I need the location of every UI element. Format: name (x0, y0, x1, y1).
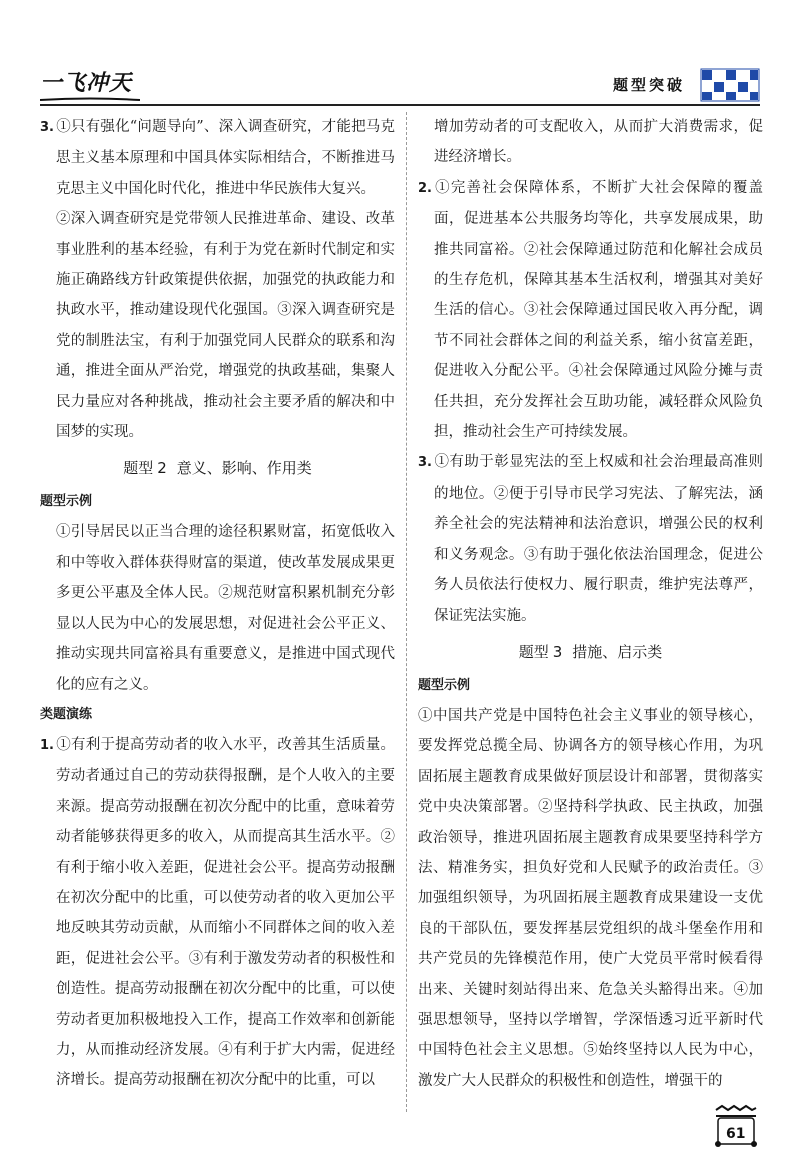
example-label: 题型示例 (418, 677, 471, 693)
practice-label: 类题演练 (40, 706, 93, 722)
answer-text: ①有助于彰显宪法的至上权威和社会治理最高准则的地位。②便于引导市民学习宪法、了解宪法，涵养全社会的宪法精神和法治意识，增强公民的权利和义务观念。③有助于强化依法治国理念，促进公务人员依法行使权力、履行职责，维护宪法尊严，保证宪法实施。 (433, 454, 763, 624)
brand-swoosh-icon (40, 97, 140, 103)
answer-3 (40, 112, 395, 204)
practice-answer-2 (418, 173, 763, 448)
type-title: 意义、影响、作用类 (176, 459, 312, 478)
checker-pattern-icon (700, 68, 760, 102)
practice-answer-1 (40, 730, 395, 1096)
answer-number: 2. (418, 180, 432, 196)
example-text: ①中国共产党是中国特色社会主义事业的领导核心，要发挥党总揽全局、协调各方的领导核心作用，为巩固拓展主题教育成果做好顶层设计和部署，贯彻落实党中央决策部署。②坚持科学执政、民主执政，加强政治领导，推进巩固拓展主题教育成果要坚持科学方法、精准务实，担负好党和人民赋予的政治责任。③加强组织领导，为巩固拓展主题教育成果建设一支优良的干部队伍，要发挥基层党组织的战斗堡垒作用和共产党员的先锋模范作用，使广大党员平常时候看得出来、关键时刻站得出来、危急关头豁得出来。④加强思想领导，坚持以学增智，学深悟透习近平新时代中国特色社会主义思想。⑤始终坚持以人民为中心，激发广大人民群众的积极性和创造性，增强干的 (418, 707, 763, 1089)
type-2-heading (40, 453, 395, 483)
header-rule (40, 104, 760, 106)
practice-answer-1-continued: 增加劳动者的可支配收入，从而扩大消费需求，促进经济增长。 (434, 119, 763, 166)
left-column (40, 112, 395, 1096)
example-label: 题型示例 (40, 494, 93, 510)
type-3-heading (418, 637, 763, 667)
answer-text: ①完善社会保障体系，不断扩大社会保障的覆盖面，促进基本公共服务均等化，共享发展成果，助推共同富裕。②社会保障通过防范和化解社会成员的生存危机，保障其基本生活权利，增强其对美好生活的信心。③社会保障通过国民收入再分配，调节不同社会群体之间的利益关系，缩小贫富差距，促进收入分配公平。④社会保障通过风险分摊与责任共担，充分发挥社会互助功能，减轻群众风险负担，推动社会生产可持续发展。 (433, 179, 763, 441)
type-number: 3 (552, 642, 563, 661)
brand-logo: 一飞冲天 (40, 71, 133, 96)
type-label: 题型 (518, 642, 549, 661)
page-header (0, 0, 800, 108)
type-label: 题型 (123, 459, 154, 478)
right-column (418, 112, 763, 1096)
column-divider (406, 112, 407, 1112)
type-number: 2 (157, 459, 167, 478)
answer-number: 3. (40, 120, 54, 135)
section-title: 题型突破 (613, 76, 686, 94)
example-text: ①引导居民以正当合理的途径积累财富，拓宽低收入和中等收入群体获得财富的渠道，使改革发展成果更多更公平惠及全体人民。②规范财富积累机制充分彰显以人民为中心的发展思想，对促进社会公平正义、推动实现共同富裕具有重要意义，是推进中国式现代化的应有之义。 (56, 524, 395, 693)
practice-answer-3 (418, 447, 763, 630)
answer-text: ①有利于提高劳动者的收入水平，改善其生活质量。劳动者通过自己的劳动获得报酬，是个人收入的主要来源。提高劳动报酬在初次分配中的比重，意味着劳动者能够获得更多的收入，从而提高其生活水平。②有利于缩小收入差距，促进社会公平。提高劳动报酬在初次分配中的比重，可以使劳动者的收入更加公平地反映其劳动贡献，从而缩小不同群体之间的收入差距，促进社会公平。③有利于激发劳动者的积极性和创造性。提高劳动报酬在初次分配中的比重，可以使劳动者更加积极地投入工作，提高工作效率和创新能力，从而推动经济发展。④有利于扩大内需，促进经济增长。提高劳动报酬在初次分配中的比重，可以 (55, 736, 395, 1089)
page-number: 61 (726, 1126, 746, 1142)
answer-number: 1. (40, 737, 54, 753)
answer-number: 3. (418, 455, 432, 471)
answer-text: ①只有强化“问题导向”、深入调查研究，才能把马克思主义基本原理和中国具体实际相结合，不断推进马克思主义中国化时代化，推进中华民族伟大复兴。 (55, 119, 395, 197)
type-title: 措施、启示类 (572, 642, 663, 661)
answer-3-continued: ②深入调查研究是党带领人民推进革命、建设、改革事业胜利的基本经验，有利于为党在新时代制定和实施正确路线方针政策提供依据，加强党的执政能力和执政水平，推动建设现代化强国。③深入调查研究是党的制胜法宝，有利于加强党同人民群众的联系和沟通，推进全面从严治党，增强党的执政基础，集聚人民力量应对各种挑战，推动社会主要矛盾的解决和中国梦的实现。 (56, 211, 395, 441)
